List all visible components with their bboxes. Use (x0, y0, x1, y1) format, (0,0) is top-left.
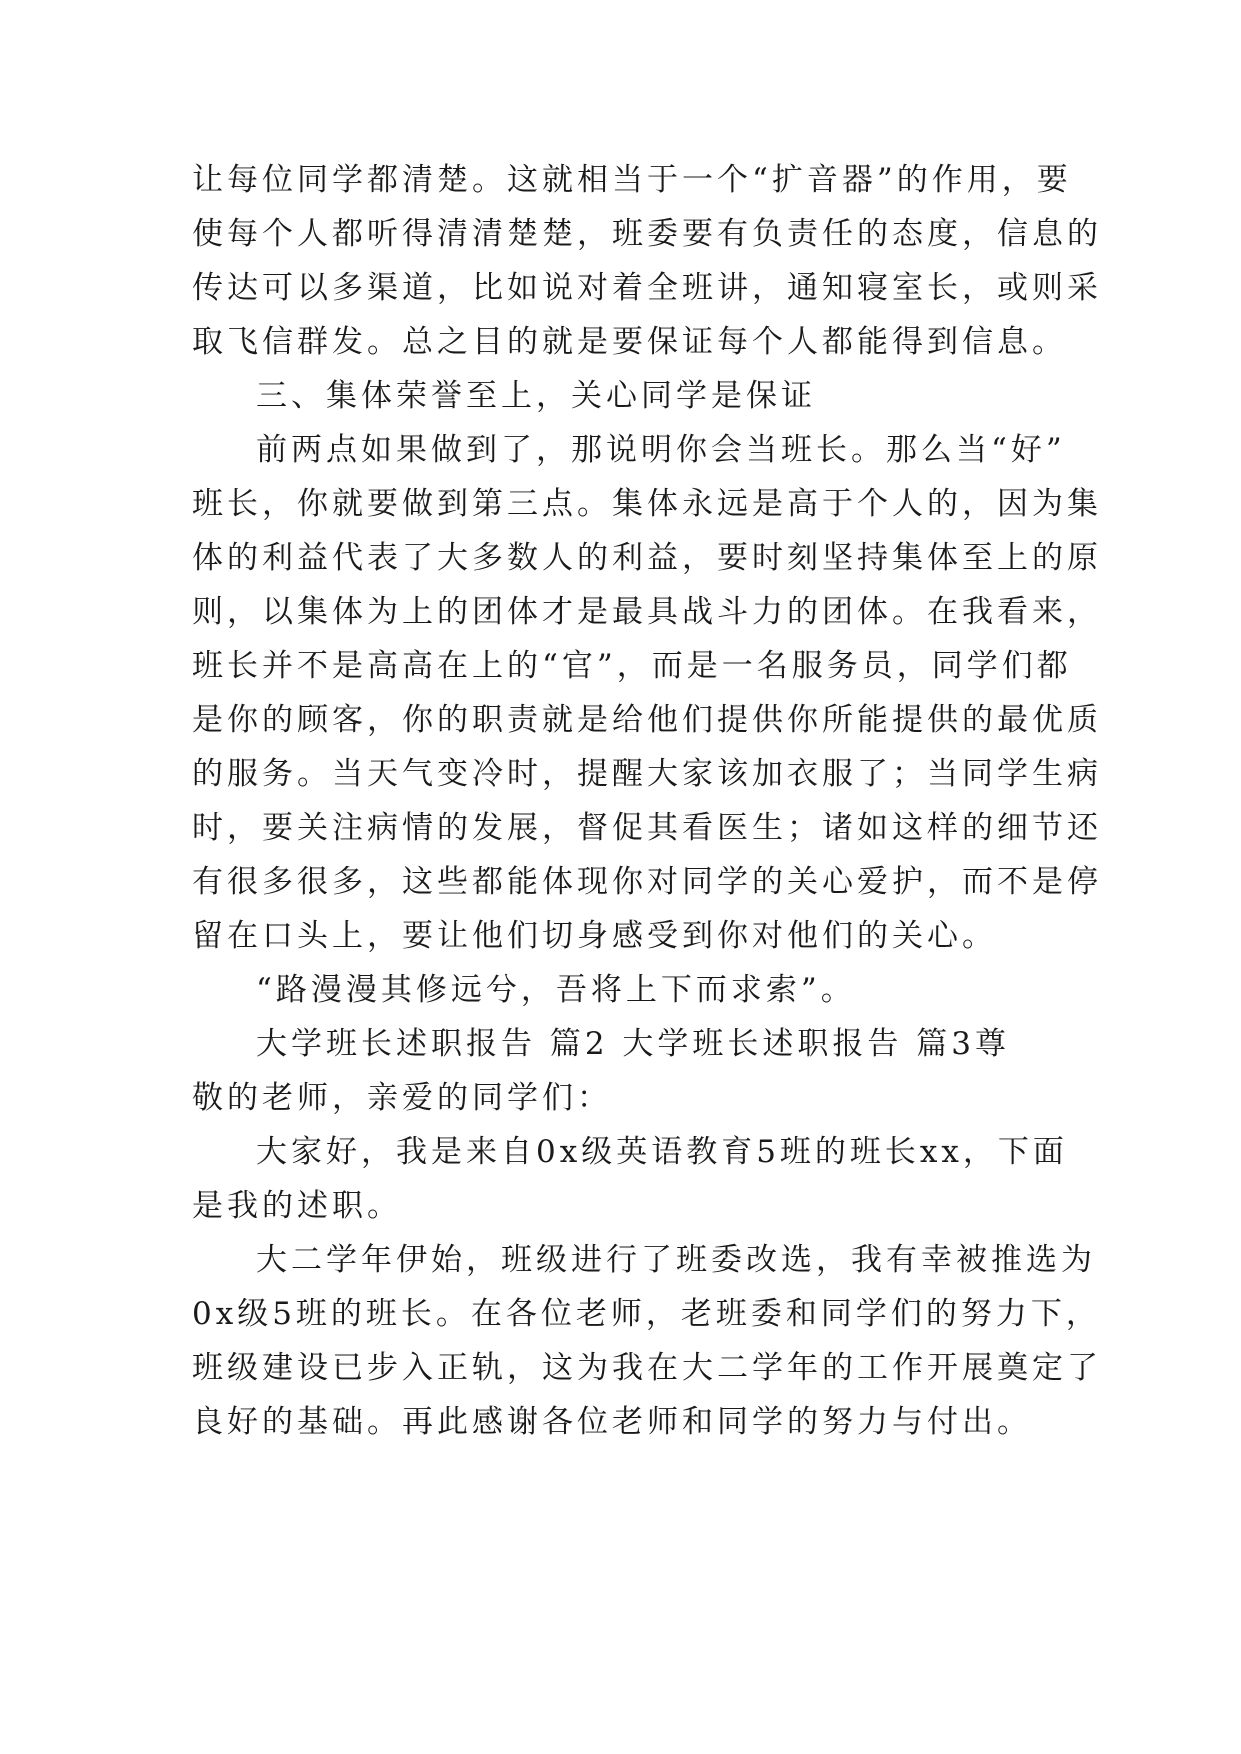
text-line: 让每位同学都清楚。这就相当于一个“扩音器”的作用，要 (192, 162, 1072, 198)
text-line: 时，要关注病情的发展，督促其看医生；诸如这样的细节还 (192, 810, 1102, 846)
text-line: 前两点如果做到了，那说明你会当班长。那么当“好” (256, 432, 1066, 468)
text-line: 则，以集体为上的团体才是最具战斗力的团体。在我看来， (192, 594, 1102, 630)
text-line: 是我的述职。 (192, 1188, 402, 1224)
section-title-line: 大学班长述职报告 篇2 大学班长述职报告 篇3尊 (256, 1026, 1011, 1062)
text-line: 班长，你就要做到第三点。集体永远是高于个人的，因为集 (192, 486, 1102, 522)
section-heading: 三、集体荣誉至上，关心同学是保证 (256, 378, 816, 414)
text-line: 有很多很多，这些都能体现你对同学的关心爱护，而不是停 (192, 864, 1102, 900)
quote-line: “路漫漫其修远兮，吾将上下而求索”。 (256, 972, 856, 1008)
salutation-line: 敬的老师，亲爱的同学们： (192, 1080, 612, 1116)
text-line: 传达可以多渠道，比如说对着全班讲，通知寝室长，或则采 (192, 270, 1102, 306)
text-line: 使每个人都听得清清楚楚，班委要有负责任的态度，信息的 (192, 216, 1102, 252)
text-line: 留在口头上，要让他们切身感受到你对他们的关心。 (192, 918, 997, 954)
text-line: 大家好，我是来自0x级英语教育5班的班长xx，下面 (256, 1134, 1068, 1170)
text-line: 取飞信群发。总之目的就是要保证每个人都能得到信息。 (192, 324, 1067, 360)
text-line: 是你的顾客，你的职责就是给他们提供你所能提供的最优质 (192, 702, 1102, 738)
text-line: 大二学年伊始，班级进行了班委改选，我有幸被推选为 (256, 1242, 1096, 1278)
text-line: 体的利益代表了大多数人的利益，要时刻坚持集体至上的原 (192, 540, 1102, 576)
text-line: 良好的基础。再此感谢各位老师和同学的努力与付出。 (192, 1404, 1032, 1440)
text-line: 班级建设已步入正轨，这为我在大二学年的工作开展奠定了 (192, 1350, 1102, 1386)
text-line: 的服务。当天气变冷时，提醒大家该加衣服了；当同学生病 (192, 756, 1102, 792)
text-line: 0x级5班的班长。在各位老师，老班委和同学们的努力下， (192, 1296, 1101, 1332)
text-line: 班长并不是高高在上的“官”，而是一名服务员，同学们都 (192, 648, 1072, 684)
